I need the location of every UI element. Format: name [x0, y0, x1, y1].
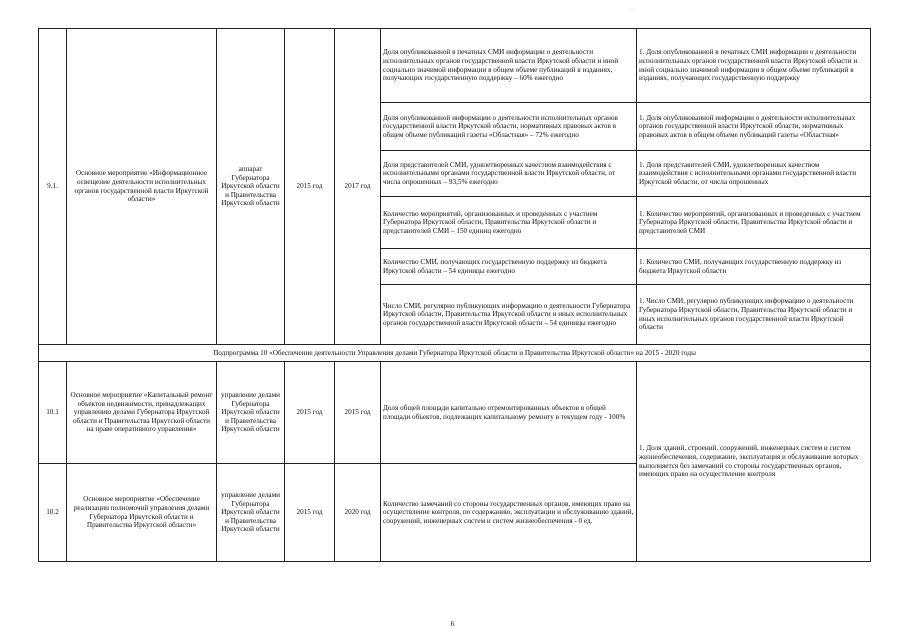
end-year: 2017 год [335, 29, 381, 345]
start-year: 2015 год [285, 362, 335, 464]
subprogram-title: Подпрограмма 10 «Обеспечение деятельности Управления делами Губернатора Иркутской области и Правительства Иркутской области» на 2015 - 2020 годы [39, 345, 871, 362]
executor: управление делами Губернатора Иркутской области и Правительства Иркутской области [217, 362, 285, 464]
indicator-value: Число СМИ, регулярно публикующих информацию о деятельности Губернатора Иркутской области, Правительства Иркутской области и иных исполнительных органов государственной власти Иркутской области – 54 единицы ежегодно [381, 285, 637, 345]
indicator-value: Количество мероприятий, организованных и проведенных с участием Губернатора Иркутской области, Правительства Иркутской области и представителей СМИ – 150 единиц ежегодно [381, 197, 637, 249]
indicator-target: 1. Количество СМИ, получающих государственную поддержку из бюджета Иркутской области [637, 249, 871, 285]
scan-mark: · [631, 6, 633, 12]
page-number: 6 [450, 619, 455, 628]
indicator-target: 1. Доля опубликованной информации о деятельности исполнительных органов государственной власти Иркутской области, нормативных правовых актов в общем объеме публикаций газеты «Областная» [637, 103, 871, 151]
activity-name: Основное мероприятие «Обеспечение реализации полномочий управления делами Губернатора Иркутской области и Правительства Иркутской области» [67, 464, 217, 562]
executor: управление делами Губернатора Иркутской области и Правительства Иркутской области [217, 464, 285, 562]
indicator-target: 1. Количество мероприятий, организованных и проведенных с участием Губернатора Иркутской области, Правительства Иркутской области и представителей СМИ [637, 197, 871, 249]
indicator-value: Количество СМИ, получающих государственную поддержку из бюджета Иркутской области – 54 единицы ежегодно [381, 249, 637, 285]
indicator-target: 1. Доля представителей СМИ, удовлетворенных качеством взаимодействия с исполнительными органами государственной власти Иркутской области, от числа опрошенных [637, 151, 871, 197]
indicator-value: Доля общей площади капитально отремонтированных объектов в общей площади объектов, подлежащих капитальному ремонту в текущем году - 100% [381, 362, 637, 464]
row-number: 9.1. [39, 29, 67, 345]
start-year: 2015 год [285, 29, 335, 345]
executor: аппарат Губернатора Иркутской области и Правительства Иркутской области [217, 29, 285, 345]
start-year: 2015 год [285, 464, 335, 562]
program-table [38, 28, 871, 562]
table-row [39, 29, 871, 103]
end-year: 2015 год [335, 362, 381, 464]
row-number: 10.1 [39, 362, 67, 464]
end-year: 2020 год [335, 464, 381, 562]
subprogram-row [39, 345, 871, 362]
indicator-target: 1. Доля зданий, строений, сооружений, инженерных систем и систем жизнеобеспечения, содержание, эксплуатация и обслуживание которых выполняется без замечаний со стороны государственных органов, имеющих право на осуществление контроля [637, 362, 871, 562]
indicator-value: Доля опубликованной в печатных СМИ информации о деятельности исполнительных органов государственной власти Иркутской области и иной социально значимой информации в общем объеме публикаций в изданиях, получающих государственную поддержку – 60% ежегодно [381, 29, 637, 103]
indicator-value: Доля представителей СМИ, удовлетворенных качеством взаимодействия с исполнительными органами государственной власти Иркутской области, от числа опрошенных – 93,5% ежегодно [381, 151, 637, 197]
table-row [39, 362, 871, 464]
row-number: 10.2 [39, 464, 67, 562]
activity-name: Основное мероприятие «Капитальный ремонт объектов недвижимости, принадлежащих управлению делами Губернатора Иркутской области и Правительства Иркутской области на праве оперативного управления» [67, 362, 217, 464]
indicator-value: Количество замечаний со стороны государственных органов, имеющих право на осуществление контроля, по содержанию, эксплуатации и обслуживанию зданий, сооружений, инженерных систем и систем жизнеобеспечения - 0 ед. [381, 464, 637, 562]
indicator-target: 1. Доля опубликованной в печатных СМИ информации о деятельности исполнительных органов государственной власти Иркутской области и иной социально значимой информации в общем объеме публикаций в изданиях, получающих государственную поддержку [637, 29, 871, 103]
indicator-target: 1. Число СМИ, регулярно публикующих информацию о деятельности Губернатора Иркутской области, Правительства Иркутской области и иных исполнительных органов государственной власти Иркутской области [637, 285, 871, 345]
activity-name: Основное мероприятие «Информационное освещение деятельности исполнительных органов государственной власти Иркутской области» [67, 29, 217, 345]
indicator-value: Доля опубликованной информации о деятельности исполнительных органов государственной власти Иркутской области, нормативных правовых актов в общем объеме публикаций газеты «Областная» – 72% ежегодно [381, 103, 637, 151]
